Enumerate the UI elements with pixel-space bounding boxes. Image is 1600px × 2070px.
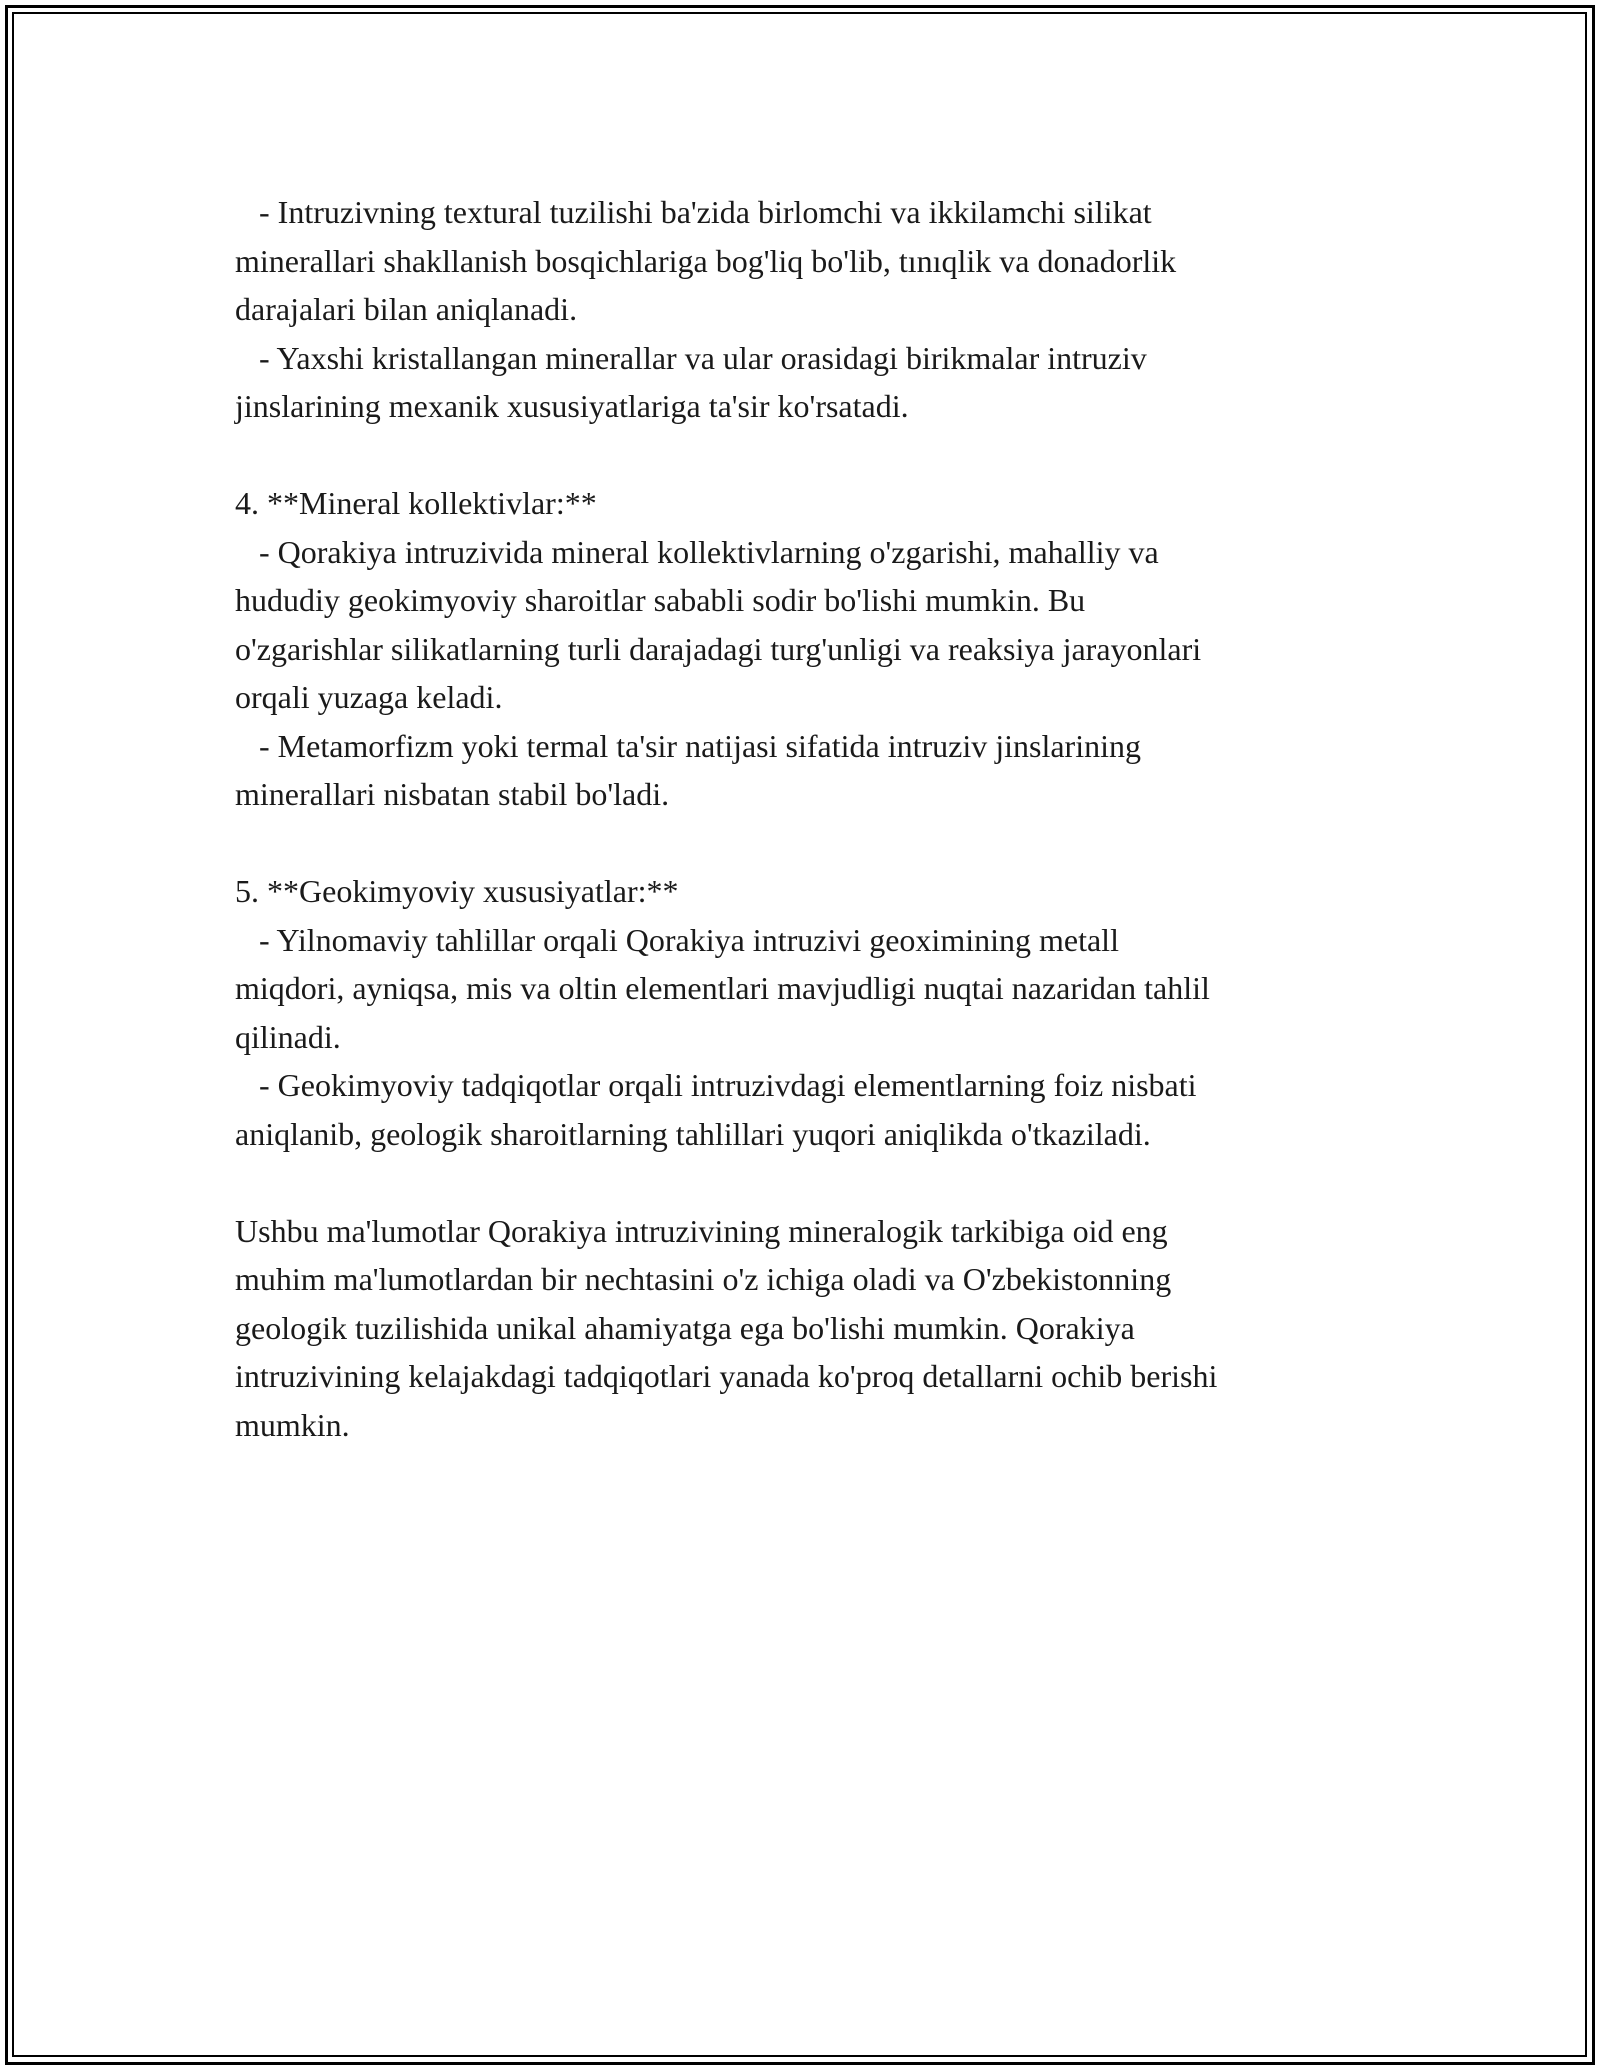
text-line: jinslarining mexanik xususiyatlariga ta'sir ko'rsatadi. [235, 388, 909, 424]
paragraph-gap [235, 819, 1395, 868]
text-line: - Yilnomaviy tahlillar orqali Qorakiya intruzivi geoximining metall [235, 921, 1119, 958]
text-line: aniqlanib, geologik sharoitlarning tahlillari yuqori aniqlikda o'tkaziladi. [235, 1115, 1151, 1152]
text-line: hududiy geokimyoviy sharoitlar sababli sodir bo'lishi mumkin. Bu [235, 582, 1086, 618]
conclusion-line: muhim ma'lumotlardan bir nechtasini o'z ichiga oladi va O'zbekistonning [235, 1261, 1172, 1297]
text-line: - Yaxshi kristallangan minerallar va ular orasidagi birikmalar intruziv [235, 339, 1147, 376]
text-line: darajalari bilan aniqlanadi. [235, 291, 578, 327]
text-line: - Metamorfizm yoki termal ta'sir natijasi sifatida intruziv jinslarining [235, 727, 1141, 764]
text-line: minerallari nisbatan stabil bo'ladi. [235, 776, 670, 812]
text-line: qilinadi. [235, 1018, 341, 1055]
text-line: miqdori, ayniqsa, mis va oltin elementlari mavjudligi nuqtai nazaridan tahlil [235, 970, 1210, 1006]
conclusion-line: mumkin. [235, 1406, 350, 1443]
text-line: o'zgarishlar silikatlarning turli darajadagi turg'unligi va reaksiya jarayonlari [235, 630, 1202, 667]
section-heading-geochemical-properties: 5. **Geokimyoviy xususiyatlar:** [235, 873, 679, 909]
paragraph-gap [235, 431, 1395, 480]
conclusion-line: intruzivining kelajakdagi tadqiqotlari yanada ko'proq detallarni ochib berishi [235, 1358, 1218, 1394]
text-line: - Intruzivning textural tuzilishi ba'zida birlomchi va ikkilamchi silikat [235, 194, 1152, 230]
conclusion-line: Ushbu ma'lumotlar Qorakiya intruzivining mineralogik tarkibiga oid eng [235, 1212, 1168, 1249]
document-body [235, 188, 1395, 1449]
paragraph-gap [235, 1158, 1395, 1207]
conclusion-line: geologik tuzilishida unikal ahamiyatga ega bo'lishi mumkin. Qorakiya [235, 1309, 1135, 1346]
section-heading-mineral-collectives: 4. **Mineral kollektivlar:** [235, 485, 597, 521]
text-line: - Geokimyoviy tadqiqotlar orqali intruzivdagi elementlarning foiz nisbati [235, 1067, 1197, 1103]
text-line: orqali yuzaga keladi. [235, 679, 503, 715]
text-line: - Qorakiya intruzivida mineral kollektivlarning o'zgarishi, mahalliy va [235, 533, 1159, 570]
text-line: minerallari shakllanish bosqichlariga bog'liq bo'lib, tınıqlik va donadorlik [235, 242, 1177, 279]
